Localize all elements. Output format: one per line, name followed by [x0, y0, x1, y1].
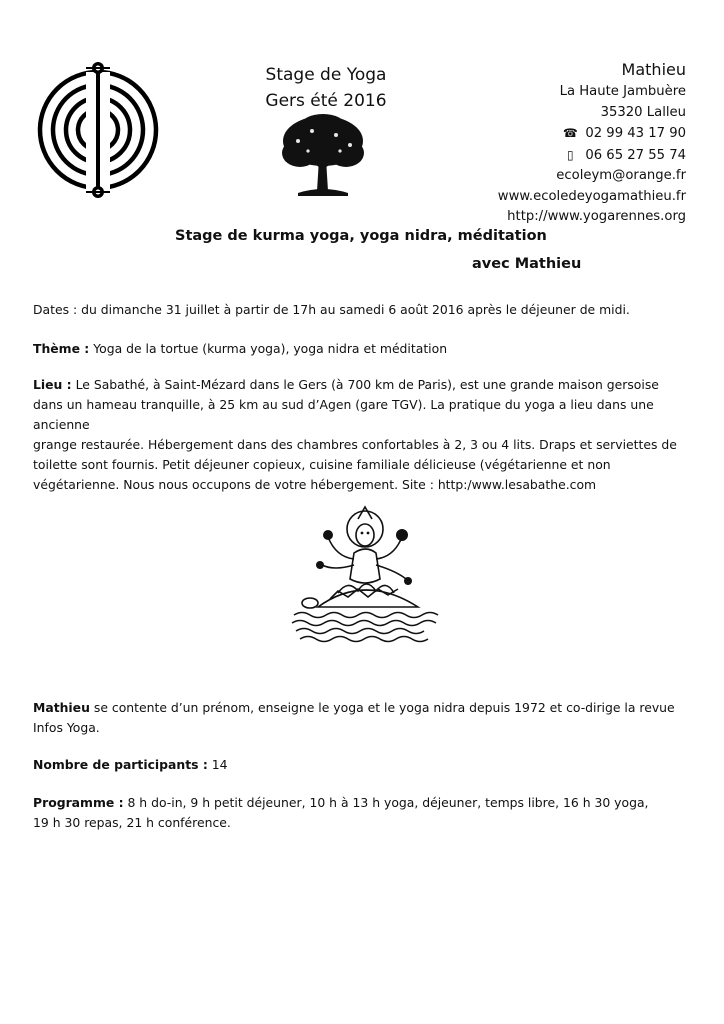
contact-address-line2: 35320 Lalleu [600, 104, 686, 120]
contact-email[interactable]: ecoleym@orange.fr [556, 168, 686, 183]
page-title: Stage de Yoga [265, 65, 387, 85]
kurma-deity-on-turtle-icon [290, 503, 440, 645]
location-line: grange restaurée. Hébergement dans des chambres confortables à 2, 3 ou 4 lits. Draps et serviettes de [33, 437, 677, 452]
course-heading: Stage de kurma yoga, yoga nidra, méditation [175, 228, 547, 244]
participants-label: Nombre de participants : [33, 757, 208, 772]
contact-phone-row [498, 123, 686, 145]
spiral-labyrinth-icon [28, 58, 168, 198]
phone-icon: ☎ [562, 126, 578, 140]
teacher-paragraph [33, 698, 693, 738]
page-subtitle: Gers été 2016 [265, 91, 387, 111]
location-label: Lieu : [33, 377, 72, 392]
dates-paragraph: Dates : du dimanche 31 juillet à partir de 17h au samedi 6 août 2016 après le déjeuner de midi. [33, 302, 630, 317]
teacher-line: se contente d’un prénom, enseigne le yoga et le yoga nidra depuis 1972 et co-dirige la revue [89, 700, 675, 715]
contact-mobile[interactable]: 06 65 27 55 74 [585, 147, 686, 163]
location-line: dans un hameau tranquille, à 25 km au sud d’Agen (gare TGV). La pratique du yoga a lieu dans une ancienne [33, 397, 654, 432]
programme-paragraph [33, 793, 693, 833]
location-paragraph [33, 375, 693, 495]
contact-block [498, 58, 686, 228]
contact-mobile-row [498, 145, 686, 167]
contact-phone[interactable]: 02 99 43 17 90 [585, 126, 686, 141]
programme-label: Programme : [33, 795, 124, 810]
participants-paragraph [33, 755, 693, 775]
contact-website-1[interactable]: www.ecoledeyogamathieu.fr [497, 188, 686, 204]
theme-paragraph [33, 339, 693, 359]
programme-line: 19 h 30 repas, 21 h conférence. [33, 815, 231, 830]
contact-address-line1: La Haute Jambuère [559, 84, 686, 99]
programme-line: 8 h do-in, 9 h petit déjeuner, 10 h à 13 h yoga, déjeuner, temps libre, 16 h 30 yoga, [123, 795, 649, 810]
location-line: toilette sont fournis. Petit déjeuner copieux, cuisine familiale délicieuse (végétarienne et non [33, 457, 611, 472]
teacher-line: Infos Yoga. [33, 720, 100, 735]
location-line: végétarienne. Nous nous occupons de votre hébergement. Site : http:/www.lesabathe.com [33, 477, 597, 492]
title-block [222, 62, 430, 114]
course-heading-teacher: avec Mathieu [472, 256, 582, 272]
participants-value: 14 [207, 757, 228, 772]
theme-text: Yoga de la tortue (kurma yoga), yoga nidra et méditation [89, 341, 448, 356]
contact-name: Mathieu [621, 60, 686, 79]
theme-label: Thème : [33, 341, 90, 356]
tree-icon [278, 113, 368, 201]
location-line: Le Sabathé, à Saint-Mézard dans le Gers (à 700 km de Paris), est une grande maison gersoise [71, 377, 659, 392]
teacher-label: Mathieu [33, 700, 90, 715]
contact-website-2[interactable]: http://www.yogarennes.org [507, 209, 686, 224]
mobile-phone-icon: ▯ [567, 147, 574, 162]
